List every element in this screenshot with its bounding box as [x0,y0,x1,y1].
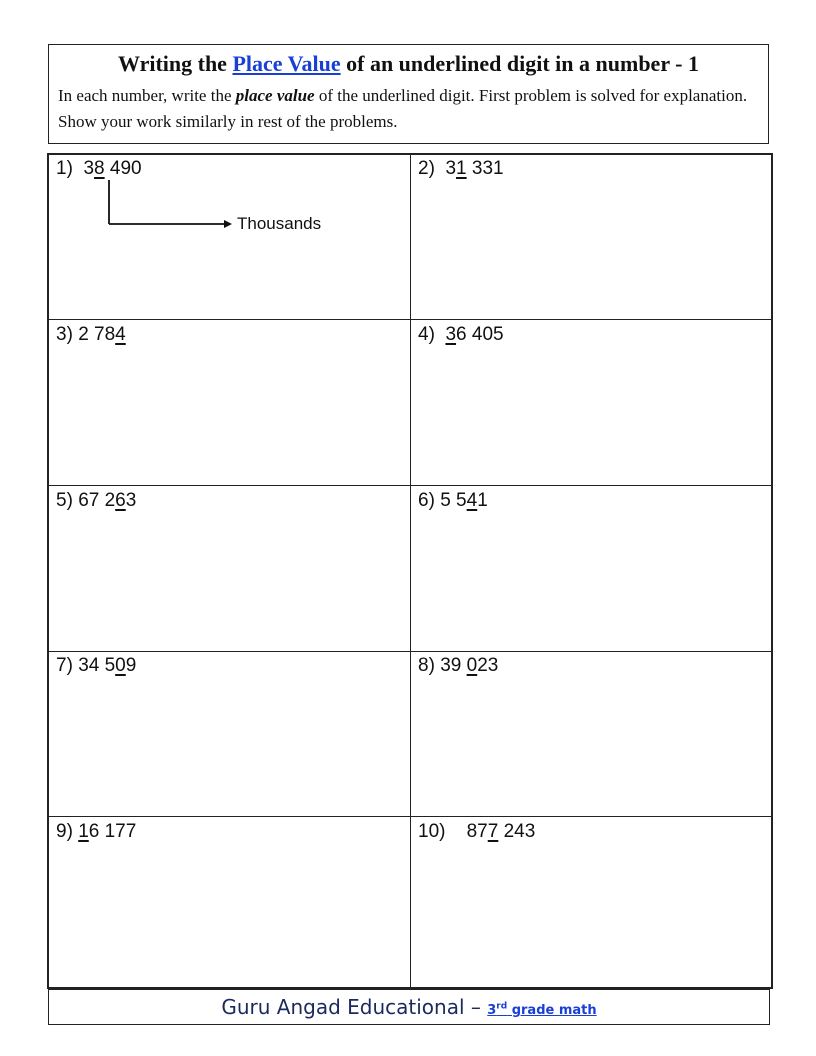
footer-brand [221,995,596,1019]
underlined-digit: 8 [94,158,105,179]
problem-5 [56,490,136,512]
example-answer: Thousands [237,214,322,233]
problem-label: 8) [418,655,435,676]
problem-number: 31 331 [445,158,504,179]
problem-1 [56,158,142,180]
underlined-digit: 0 [115,655,126,676]
instructions [58,83,758,135]
underlined-digit: 0 [466,655,478,676]
problem-number: 38 490 [83,158,142,179]
problem-7 [56,655,136,677]
problem-number: 67 263 [78,490,137,511]
underlined-digit: 7 [487,821,499,842]
grid-divider-row-2 [49,485,771,486]
problem-number: 39 023 [440,655,499,676]
problem-number: 34 509 [78,655,137,676]
underlined-digit: 1 [78,821,89,842]
problem-label: 9) [56,821,73,842]
instruction-text-2: of the underlined digit. First problem is solved for explanation. Show your work similarly in rest of the problems. [58,86,748,131]
problem-label: 1) [56,158,73,179]
underlined-digit: 1 [456,158,467,179]
instruction-emphasis: place value [235,86,315,105]
problem-label: 2) [418,158,435,179]
underlined-digit: 6 [115,490,126,511]
brand-name: Guru Angad Educational – [221,995,488,1019]
grid-divider-vertical [410,155,411,987]
problem-label: 6) [418,490,435,511]
underlined-digit: 4 [115,324,126,345]
problem-label: 3) [56,324,73,345]
problem-label: 4) [418,324,435,345]
grid-divider-row-3 [49,651,771,652]
problem-number: 2 784 [78,324,126,345]
explanation-arrow-icon [100,180,240,240]
problem-number: 16 177 [78,821,137,842]
grade-math-link[interactable]: 3rd grade math [487,1001,597,1018]
grid-divider-row-1 [49,319,771,320]
problem-4 [418,324,504,346]
underlined-digit: 4 [466,490,478,511]
problem-label: 5) [56,490,73,511]
place-value-link[interactable]: Place Value [232,51,341,76]
problem-number: 36 405 [445,324,504,345]
problem-8 [418,655,498,677]
footer [48,989,770,1025]
problem-number: 5 541 [440,490,488,511]
instruction-text-1: In each number, write the [58,86,236,105]
problem-label: 7) [56,655,73,676]
underlined-digit: 3 [445,324,457,345]
title-suffix: of an underlined digit in a number - 1 [340,51,700,76]
problem-2 [418,158,504,180]
problem-6 [418,490,488,512]
problem-10 [418,821,535,843]
problem-3 [56,324,126,346]
problem-number: 877 243 [466,821,536,842]
title-prefix: Writing the [117,51,233,76]
problem-label: 10) [418,821,446,842]
problem-9 [56,821,136,843]
grid-divider-row-4 [49,816,771,817]
problem-grid [47,153,773,989]
worksheet-title [49,51,768,77]
worksheet-header [48,44,769,144]
